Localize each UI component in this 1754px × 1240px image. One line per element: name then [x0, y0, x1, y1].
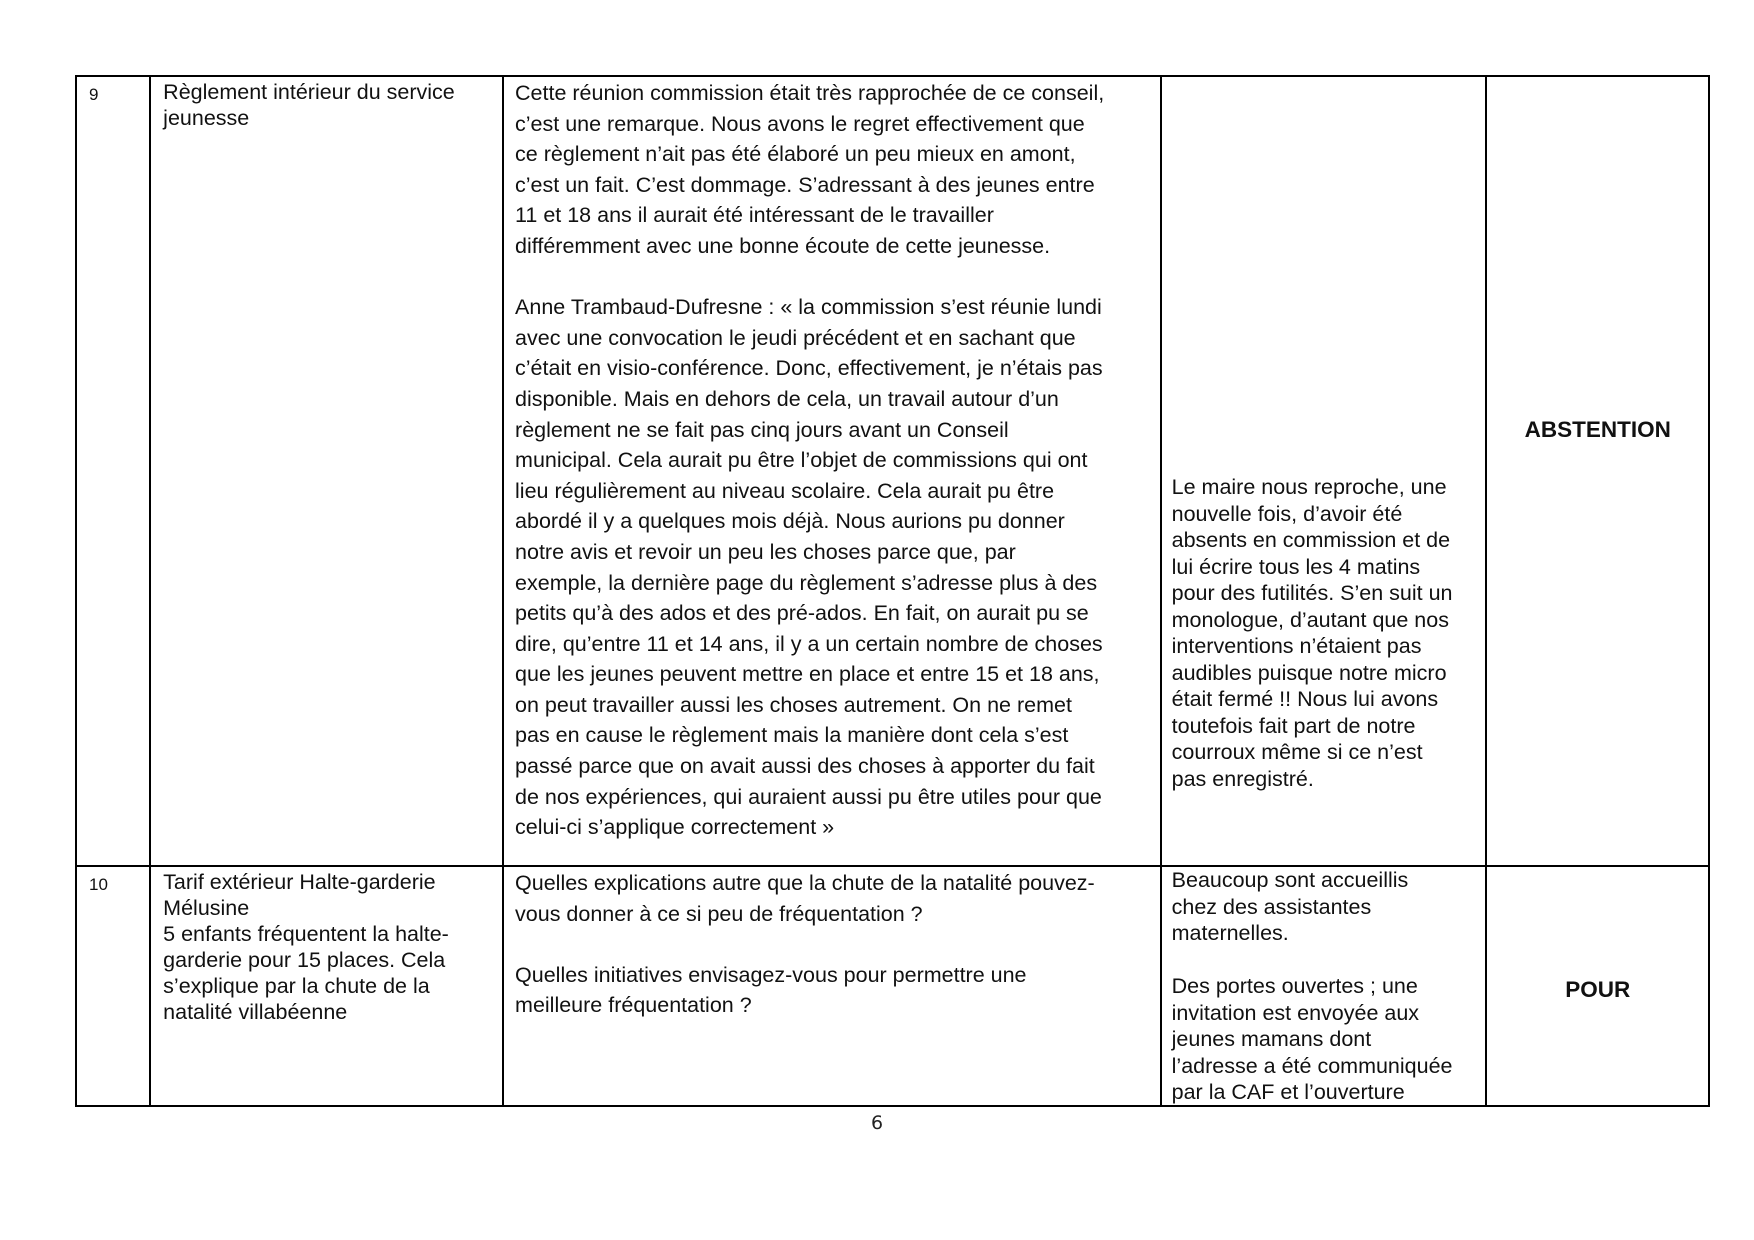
answer-line: par la CAF et l’ouverture — [1171, 1080, 1405, 1104]
answer-cell — [1161, 866, 1487, 1106]
question-line: petits qu’à des ados et des pré-ados. En fait, on aurait pu se — [515, 601, 1089, 626]
question-line: de nos expériences, qui auraient aussi pu être utiles pour que — [515, 784, 1102, 809]
question-line: on peut travailler aussi les choses autrement. On ne remet — [515, 692, 1072, 717]
vote-cell — [1486, 866, 1709, 1106]
answer-line: était fermé !! Nous lui avons — [1171, 687, 1439, 711]
question-line: pas en cause le règlement mais la manière dont cela s’est — [515, 723, 1069, 748]
item-number: 9 — [89, 85, 99, 104]
item-number-cell — [76, 866, 150, 1106]
answer-line: toutefois fait part de notre — [1171, 713, 1416, 738]
answer-line: audibles puisque notre micro — [1171, 660, 1447, 685]
answer-line: lui écrire tous les 4 matins — [1171, 554, 1421, 579]
answer-line: jeunes mamans dont — [1171, 1027, 1372, 1051]
subject-line: 5 enfants fréquentent la halte- — [163, 922, 449, 946]
question-line: c’est une remarque. Nous avons le regret effectivement que — [515, 111, 1085, 136]
question-line: c’était en visio-conférence. Donc, effectivement, je n’étais pas — [515, 356, 1103, 381]
answer-line: absents en commission et de — [1171, 528, 1451, 552]
subject-line: jeunesse — [163, 106, 250, 130]
question-cell — [503, 76, 1161, 866]
answer-line: Des portes ouvertes ; une — [1171, 974, 1418, 998]
subject-line: Règlement intérieur du service — [163, 80, 455, 104]
question-line: lieu régulièrement au niveau scolaire. Cela aurait pu être — [515, 478, 1055, 503]
answer-line: monologue, d’autant que nos — [1171, 607, 1449, 632]
item-number: 10 — [89, 875, 108, 894]
question-line: abordé il y a quelques mois déjà. Nous aurions pu donner — [515, 509, 1065, 534]
answer-line: interventions n’étaient pas — [1171, 634, 1422, 658]
page-number: 6 — [870, 1112, 884, 1134]
vote-label: POUR — [1565, 977, 1631, 1002]
answer-line: Beaucoup sont accueillis — [1171, 868, 1409, 892]
question-line: dire, qu’entre 11 et 14 ans, il y a un certain nombre de choses — [515, 631, 1103, 656]
answer-line: pas enregistré. — [1171, 766, 1314, 791]
answer-line: invitation est envoyée aux — [1171, 1000, 1420, 1025]
question-line: meilleure fréquentation ? — [515, 993, 752, 1018]
subject-cell — [150, 866, 503, 1106]
question-line: Quelles explications autre que la chute de la natalité pouvez- — [515, 871, 1095, 895]
subject-line: Mélusine — [163, 896, 250, 920]
question-line: municipal. Cela aurait pu être l’objet de commissions qui ont — [515, 448, 1088, 473]
table-row — [76, 76, 1709, 866]
question-line: Anne Trambaud-Dufresne : « la commission s’est réunie lundi — [515, 295, 1102, 320]
subject-line: natalité villabéenne — [163, 1000, 348, 1024]
question-line: Quelles initiatives envisagez-vous pour permettre une — [515, 962, 1027, 987]
question-line: règlement ne se fait pas cinq jours avant un Conseil — [515, 417, 1009, 442]
subject-cell — [150, 76, 503, 866]
subject-line: garderie pour 15 places. Cela — [163, 948, 446, 972]
question-line: Cette réunion commission était très rapprochée de ce conseil, — [515, 81, 1105, 105]
question-line: exemple, la dernière page du règlement s’adresse plus à des — [515, 570, 1098, 595]
question-line: 11 et 18 ans il aurait été intéressant de le travailler — [515, 203, 994, 228]
answer-line: pour des futilités. S’en suit un — [1171, 581, 1453, 605]
vote-label: ABSTENTION — [1524, 417, 1671, 442]
question-line: différemment avec une bonne écoute de cette jeunesse. — [515, 233, 1051, 258]
answer-line: maternelles. — [1171, 921, 1289, 945]
answer-line: Le maire nous reproche, une — [1171, 475, 1447, 499]
question-cell — [503, 866, 1161, 1106]
subject-line: Tarif extérieur Halte-garderie — [163, 870, 436, 894]
minutes-table — [75, 75, 1710, 1107]
answer-line: chez des assistantes — [1171, 894, 1372, 919]
table-row — [76, 866, 1709, 1106]
answer-line: nouvelle fois, d’avoir été — [1171, 501, 1403, 526]
subject-line: s’explique par la chute de la — [163, 974, 430, 998]
answer-line: l’adresse a été communiquée — [1171, 1053, 1453, 1078]
question-line: celui-ci s’applique correctement » — [515, 815, 835, 840]
question-line: avec une convocation le jeudi précédent et en sachant que — [515, 325, 1076, 350]
question-line: ce règlement n’ait pas été élaboré un peu mieux en amont, — [515, 142, 1076, 167]
question-line: c’est un fait. C’est dommage. S’adressant à des jeunes entre — [515, 172, 1095, 197]
question-line: que les jeunes peuvent mettre en place et entre 15 et 18 ans, — [515, 662, 1100, 687]
item-number-cell — [76, 76, 150, 866]
question-line: passé parce que on avait aussi des choses à apporter du fait — [515, 754, 1095, 779]
vote-cell — [1486, 76, 1709, 866]
question-line: notre avis et revoir un peu les choses parce que, par — [515, 539, 1016, 564]
answer-line: courroux même si ce n’est — [1171, 740, 1423, 764]
question-line: vous donner à ce si peu de fréquentation ? — [515, 901, 923, 926]
question-line: disponible. Mais en dehors de cela, un travail autour d’un — [515, 386, 1059, 411]
answer-cell — [1161, 76, 1487, 866]
